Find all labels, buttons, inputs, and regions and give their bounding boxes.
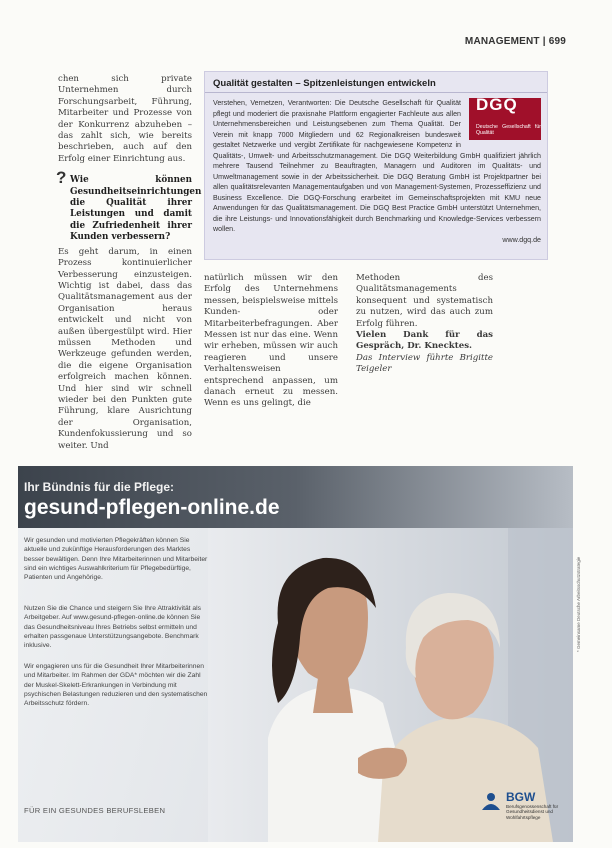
ad-url-headline[interactable]: gesund-pflegen-online.de [24, 496, 280, 519]
closing-thanks: Vielen Dank für das Gespräch, Dr. Knecktes. [356, 330, 493, 352]
dgq-logo-subtitle: Deutsche Gesellschaft für Qualität [476, 124, 541, 136]
right-column-text: Methoden des Qualitätsmanagements konsequent und systematisch zu nutzen, wird das auch zum Erfolg führen. [356, 273, 493, 329]
question-mark-icon: ? [56, 168, 67, 188]
dgq-logo [469, 95, 541, 140]
ad-paragraph-2: Nutzen Sie die Chance und steigern Sie Ihre Attraktivität als Arbeitgeber. Auf www.gesund-pflegen-online.de können Sie das Gesundheitsniveau Ihres Betriebs selbst ermitteln und erhalten passgenaue Unterstützungsangebote. Benchmark inklusive. [24, 605, 201, 650]
right-column [356, 273, 493, 376]
info-box-url[interactable]: www.dgq.de [502, 235, 541, 244]
left-intro-text: chen sich private Unternehmen durch Forschungsarbeit, Führung, Mitarbeiter und Prozesse von der Konkurrenz abzuheben – das zahlt sich, wie bereits beschrieben, auch auf den Erfolg einer Einrichtung aus. [58, 74, 192, 164]
bgw-subtitle: Berufsgenossenschaft für Gesundheitsdienst und Wohlfahrtspflege [506, 804, 559, 820]
interview-question [56, 168, 202, 243]
info-box [204, 71, 548, 260]
middle-column-text: natürlich müssen wir den Erfolg des Unternehmens messen, beispielsweise mittels Kunden- oder Mitarbeiterbefragungen. Aber Messen ist nur das eine. Wenn wir erheben, müssen wir auch reagieren und unsere Verhaltensweisen entsprechend anpassen, um danach erneut zu messen. Wenn es uns gelingt, die [204, 273, 338, 409]
info-box-body [213, 95, 541, 245]
ad-paragraph-3: Wir engagieren uns für die Gesundheit Ihrer Mitarbeiterinnen und Mitarbeiter. Im Rahmen der GDA* möchten wir die Zahl der Muskel-Skelett-Erkrankungen in Verbindung mit psychischen Belastungen reduzieren und den systematischen Arbeitsschutz fördern. [24, 663, 208, 708]
info-box-title: Qualität gestalten – Spitzenleistungen entwickeln [213, 78, 436, 89]
bgw-mark-icon [480, 792, 502, 812]
ad-kicker: Ihr Bündnis für die Pflege: [24, 480, 175, 494]
page-header [465, 36, 566, 47]
left-column [56, 74, 202, 452]
ad-footnote: * Gemeinsame Deutsche Arbeitsschutzstrategie [576, 556, 581, 652]
bgw-name: BGW [506, 790, 536, 804]
middle-column [204, 273, 338, 410]
question-text: Wie können Gesundheitseinrichtungen die Qualität ihrer Leistungen und damit die Zufriedenheit ihrer Kunden verbessern? [70, 175, 202, 243]
ad-footer-slogan: FÜR EIN GESUNDES BERUFSLEBEN [24, 806, 166, 815]
bgw-logo [478, 788, 573, 842]
header-separator: | [542, 36, 546, 47]
answer-text: Es geht darum, in einen Prozess kontinuierlicher Verbesserung einzusteigen. Wichtig ist dabei, dass das Qualitätsmanagement aus der Organisation heraus entwickelt und nicht von außen übergestülpt wird. Hier müssen Methoden und Werkzeuge gefunden werden, die die eigene Organisation erfolgreich machen können. Und hier sind wir schnell wieder bei den Punkten gute Führung, klare Ausrichtung der Organisation, Kundenfokussierung und so weiter. Und [58, 246, 192, 451]
interview-credit: Das Interview führte Brigitte Teigeler [356, 352, 493, 375]
ad-paragraph-1: Wir gesunden und motivierten Pflegekräften können Sie aktuelle und zukünftige Herausforderungen des Marktes besser bewältigen. Denn Ihre Mitarbeiterinnen und Mitarbeiter sind ein wichtiges Auswahlkriterium für Pflegebedürftige, Patienten und Angehörige. [24, 537, 208, 582]
info-box-divider [205, 92, 547, 93]
advertisement [18, 466, 573, 842]
section-title: MANAGEMENT [464, 36, 540, 47]
dgq-logo-name: DGQ [476, 95, 518, 114]
info-box-text: Verstehen, Vernetzen, Verantworten: Die Deutsche Gesellschaft für Qualität pflegt und moderiert die praxisnahe Plattform engagierter Fachleute aus allen Unternehmensbereichen und Leistungsebenen zum Thema Qualität. Der Verein mit knapp 7000 Mitgliedern und 62 Regionalkreisen bundesweit gestaltet Netzwerke und vergibt Zertifikate für nachgewiesene Kompetenz in Qualitäts-, Umwelt- und Arbeitsschutzmanagement. Die DGQ Weiterbildung GmbH qualifiziert jährlich mehrere Tausend Teilnehmer zu Beauftragten, Managern und Auditoren im Qualitäts- und Umweltmanagement sowie in der Arbeitssicherheit. Die DGQ Beratung GmbH ist Projektpartner bei allen qualitätsrelevanten Managementaufgaben und von Management-Systemen, Prozesseffizienz und Business Excellence. Die DGQ-Forschung erarbeitet im Gemeinschaftsprojekten mit KMU neue Anwendungen für das Qualitätsmanagement. Die DGQ Best Practice GmbH unterstützt Unternehmen, die ihre Leistungs- und Innovationsfähigkeit durch Benchmarking und Knowledge-Services verbessern wollen. [213, 99, 541, 233]
page-number: 699 [548, 36, 566, 47]
